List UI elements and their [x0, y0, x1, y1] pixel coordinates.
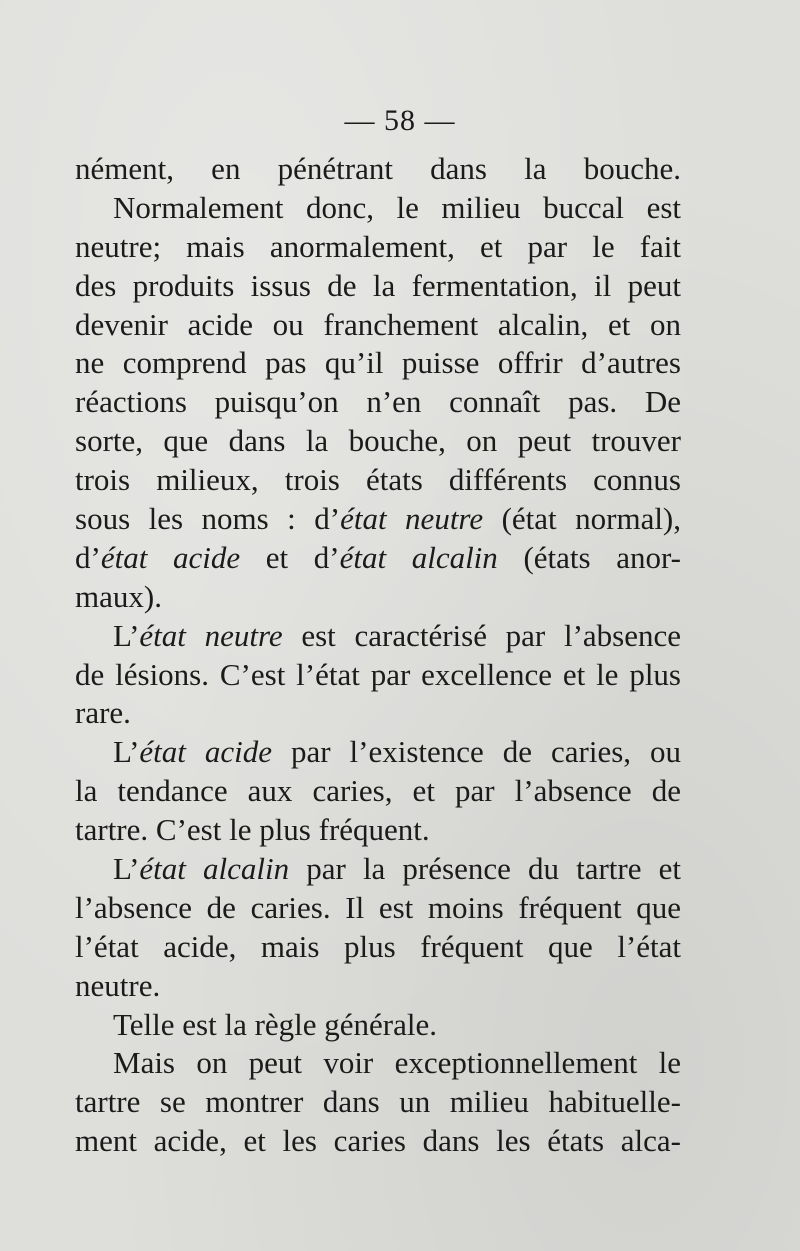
text-line	[75, 850, 681, 889]
text-run: la tendance aux caries, et par l’absence de	[75, 773, 681, 809]
italic-term: état acide	[100, 539, 241, 575]
text-line	[75, 656, 681, 695]
body-text	[75, 150, 681, 1161]
text-line	[75, 1122, 681, 1161]
text-line	[75, 344, 681, 383]
text-run: l’état acide, mais plus fréquent que l’état	[75, 928, 681, 964]
text-run: nément, en pénétrant dans la bouche.	[75, 151, 681, 186]
text-run: neutre; mais anormalement, et par le fait	[75, 228, 681, 264]
text-run: neutre.	[75, 967, 161, 1003]
text-line	[75, 733, 681, 772]
text-line	[75, 500, 681, 539]
text-line	[75, 928, 681, 967]
text-line	[75, 267, 681, 306]
text-line	[75, 617, 681, 656]
text-run: tartre se montrer dans un milieu habituelle-	[75, 1084, 681, 1120]
text-run: sorte, que dans la bouche, on peut trouver	[75, 423, 681, 459]
text-run: Mais on peut voir exceptionnellement le	[113, 1045, 681, 1081]
text-run: maux).	[75, 578, 162, 614]
text-run: des produits issus de la fermentation, il peut	[75, 267, 681, 303]
text-run: et d’	[240, 539, 340, 575]
text-run: L’	[113, 617, 140, 653]
text-run: trois milieux, trois états différents connus	[75, 462, 681, 498]
text-line	[75, 889, 681, 928]
text-run: (états anor-	[497, 539, 682, 575]
text-run: rare.	[75, 695, 131, 731]
text-line	[75, 1083, 681, 1122]
text-run: sous les noms : d’	[75, 501, 341, 537]
italic-term: état neutre	[139, 617, 283, 653]
text-run: réactions puisqu’on n’en connaît pas. De	[75, 384, 681, 420]
text-line	[75, 578, 681, 617]
text-run: Normalement donc, le milieu buccal est	[113, 189, 681, 225]
text-line	[75, 811, 681, 850]
text-line	[75, 150, 681, 189]
text-run: L’	[113, 851, 140, 887]
text-line	[75, 306, 681, 345]
text-run: l’absence de caries. Il est moins fréquent que	[75, 889, 681, 925]
text-line	[75, 461, 681, 500]
text-run: ment acide, et les caries dans les états alca-	[75, 1123, 681, 1159]
text-line	[75, 189, 681, 228]
text-line	[75, 694, 681, 733]
text-line	[75, 228, 681, 267]
text-run: L’	[113, 734, 140, 770]
italic-term: état alcalin	[339, 539, 498, 575]
text-line	[75, 383, 681, 422]
text-run: est caractérisé par l’absence	[282, 617, 681, 653]
text-run: tartre. C’est le plus fréquent.	[75, 812, 430, 848]
text-line	[75, 422, 681, 461]
text-run: par l’existence de caries, ou	[272, 734, 681, 770]
text-run: Telle est la règle générale.	[113, 1006, 438, 1042]
italic-term: état alcalin	[139, 851, 290, 887]
text-line	[75, 772, 681, 811]
page-number: — 58 —	[344, 104, 456, 137]
text-run: devenir acide ou franchement alcalin, et on	[75, 306, 681, 342]
text-run: d’	[75, 539, 101, 575]
text-line	[75, 539, 681, 578]
text-line	[75, 967, 681, 1006]
text-run: par la présence du tartre et	[289, 851, 681, 887]
text-line	[75, 1044, 681, 1083]
italic-term: état acide	[139, 734, 273, 770]
text-run: ne comprend pas qu’il puisse offrir d’autres	[75, 345, 681, 381]
text-run: (état normal),	[483, 501, 682, 537]
text-line	[75, 1006, 681, 1045]
text-run: de lésions. C’est l’état par excellence et le plus	[75, 656, 681, 692]
italic-term: état neutre	[340, 501, 484, 537]
